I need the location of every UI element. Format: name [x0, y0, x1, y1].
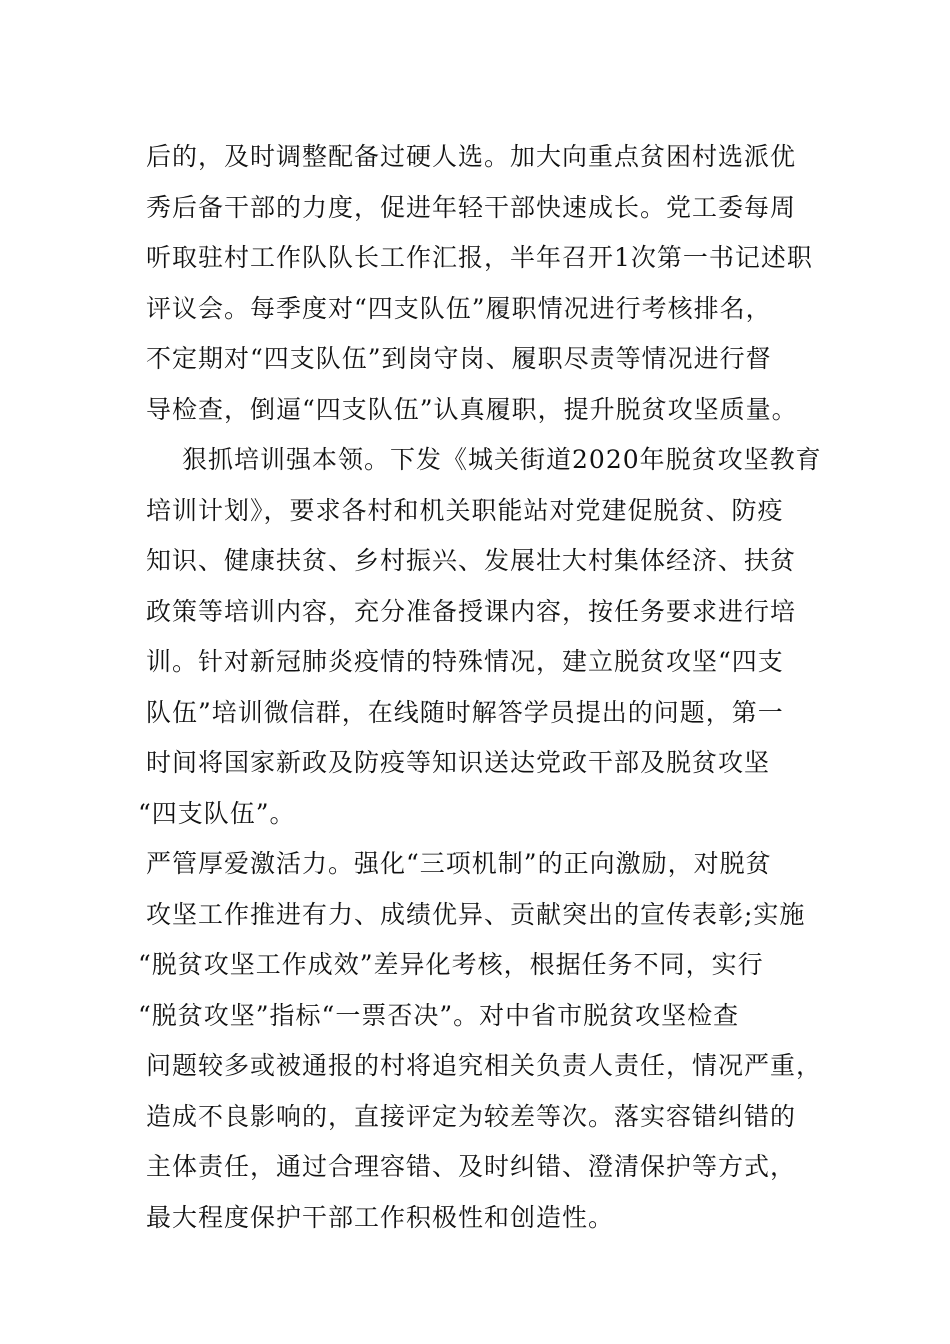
- text-line: 导检查，倒逼“四支队伍”认真履职，提升脱贫攻坚质量。: [146, 394, 798, 424]
- text-line: 不定期对“四支队伍”到岗守岗、履职尽责等情况进行督: [146, 344, 772, 373]
- text-line: 造成不良影响的，直接评定为较差等次。落实容错纠错的: [146, 1101, 797, 1131]
- text-line: 后的，及时调整配备过硬人选。加大向重点贫困村选派优: [146, 142, 797, 171]
- text-line: 主体责任，通过合理容错、及时纠错、澄清保护等方式，: [146, 1152, 797, 1181]
- text-line: “脱贫攻坚工作成效”差异化考核，根据任务不同，实行: [138, 950, 764, 979]
- text-line: 攻坚工作推进有力、成绩优异、贡献突出的宣传表彰;实施: [146, 899, 806, 929]
- paragraph-heading-line: 严管厚爱激活力。强化“三项机制”的正向激励，对脱贫: [146, 849, 772, 878]
- text-line: 问题较多或被通报的村将追究相关负责人责任，情况严重，: [146, 1051, 823, 1080]
- text-line: 评议会。每季度对“四支队伍”履职情况进行考核排名，: [146, 293, 772, 323]
- text-line: 听取驻村工作队队长工作汇报，半年召开1次第一书记述职: [146, 243, 813, 272]
- text-line: 队伍”培训微信群，在线随时解答学员提出的问题，第一: [146, 697, 784, 727]
- text-line: “四支队伍”。: [138, 798, 296, 828]
- paragraph-heading-line: 狠抓培训强本领。下发《城关街道2020年脱贫攻坚教育: [182, 445, 822, 474]
- text-line: 培训计划》，要求各村和机关职能站对党建促脱贫、防疫: [146, 495, 784, 525]
- text-line: 训。针对新冠肺炎疫情的特殊情况，建立脱贫攻坚“四支: [146, 647, 784, 676]
- text-line: 时间将国家新政及防疫等知识送达党政干部及脱贫攻坚: [146, 748, 771, 777]
- text-line: “脱贫攻坚”指标“一票否决”。对中省市脱贫攻坚检查: [138, 1000, 740, 1030]
- text-line: 政策等培训内容，充分准备授课内容，按任务要求进行培: [146, 596, 797, 626]
- text-line: 最大程度保护干部工作积极性和创造性。: [146, 1202, 615, 1232]
- text-line: 秀后备干部的力度，促进年轻干部快速成长。党工委每周: [146, 192, 797, 222]
- body-text: [138, 132, 826, 1243]
- text-line: 知识、健康扶贫、乡村振兴、发展壮大村集体经济、扶贫: [146, 546, 797, 575]
